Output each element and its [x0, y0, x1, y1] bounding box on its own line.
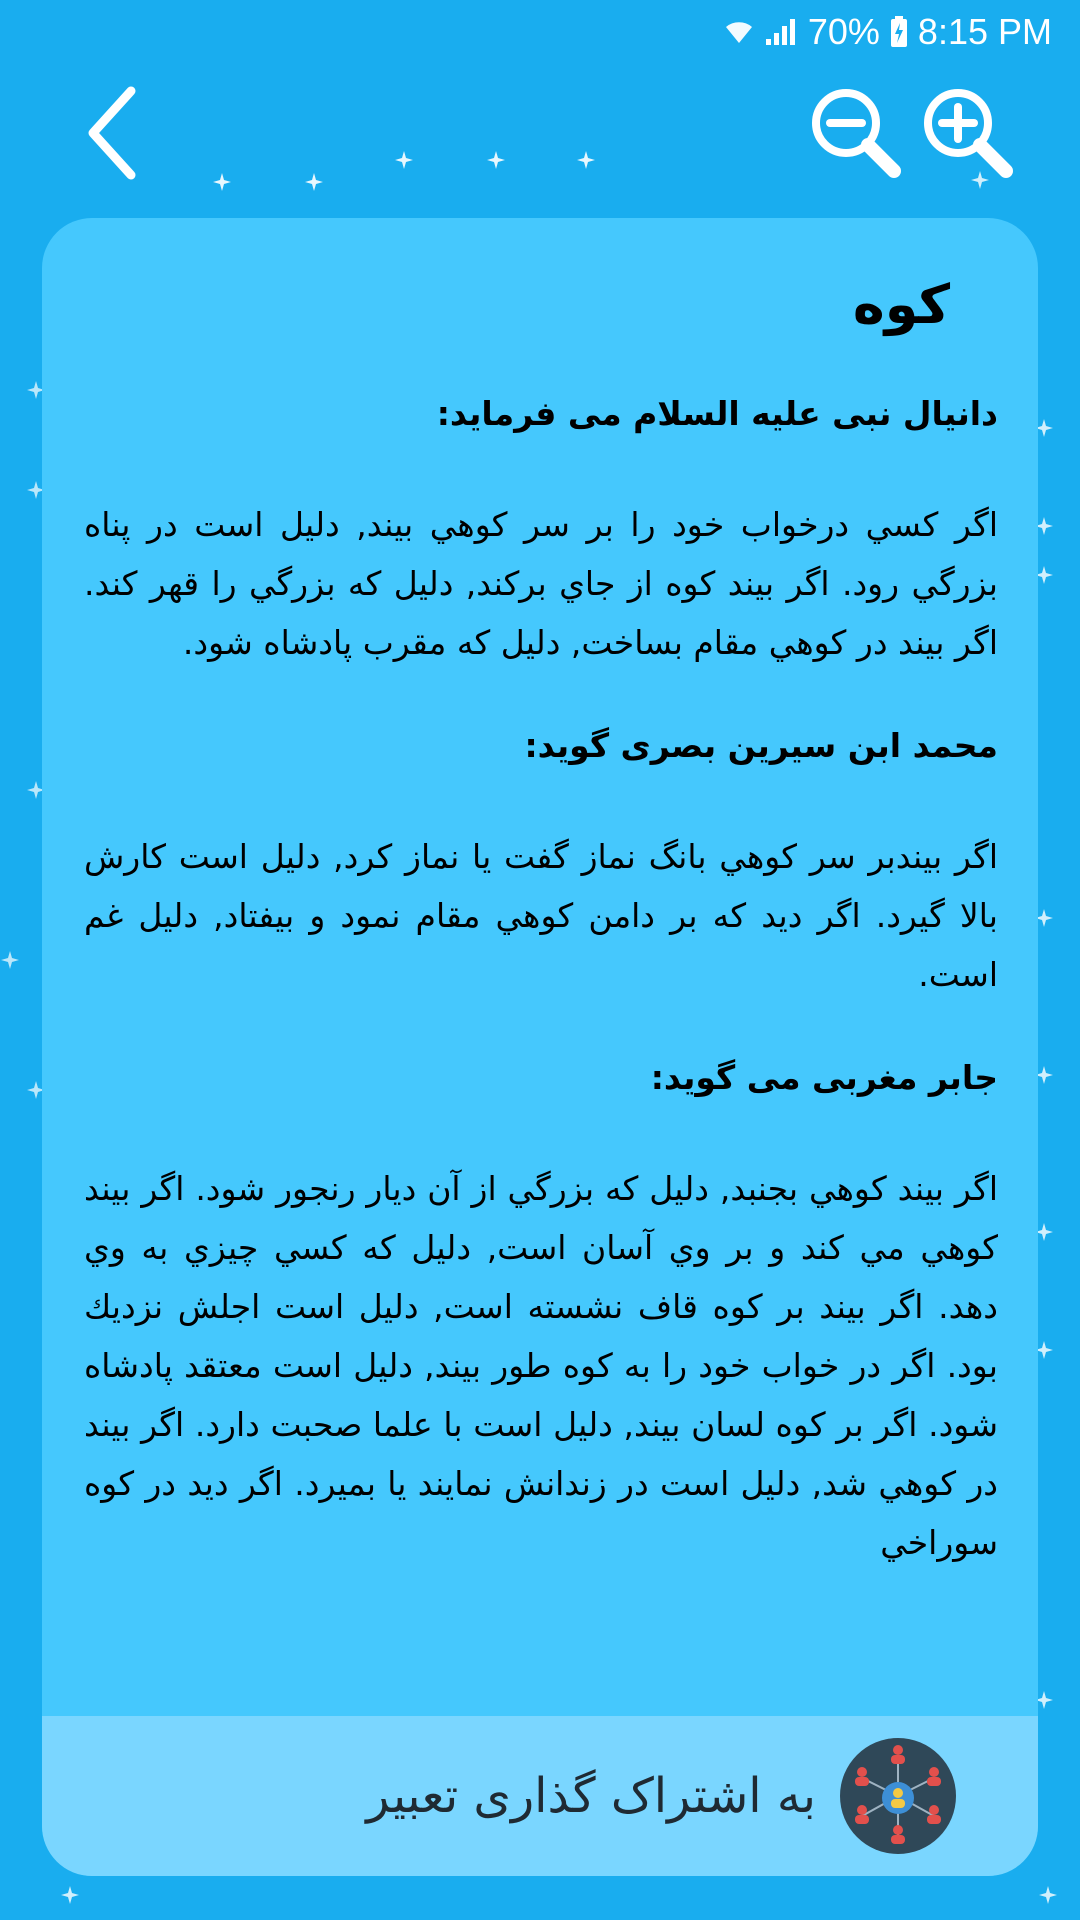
- zoom-out-icon: [808, 85, 904, 181]
- share-label: به اشتراک گذاری تعبیر: [366, 1768, 816, 1824]
- share-people-icon: [840, 1738, 956, 1854]
- zoom-in-icon: [920, 85, 1016, 181]
- status-bar: [724, 0, 1080, 64]
- back-button[interactable]: [66, 78, 162, 188]
- zoom-in-button[interactable]: [920, 78, 1016, 188]
- section-heading: محمد ابن سیرین بصری گوید:: [524, 726, 998, 766]
- section-body: اگر كسي درخواب خود را بر سر كوهي بيند, دليل است در پناه بزرگي رود. اگر بيند كوه از جاي بركند, دليل كه بزرگي را قهر كند. اگر بيند در كوهي مقام بساخت, دليل كه مقرب پادشاه شود.: [84, 505, 998, 663]
- interpretation-scroll-area[interactable]: [84, 270, 998, 1680]
- signal-icon: [764, 17, 798, 47]
- share-interpretation-button[interactable]: [42, 1716, 1038, 1876]
- entry-title: کوه: [852, 273, 950, 336]
- section-body: اگر بيندبر سر كوهي بانگ نماز گفت يا نماز كرد, دليل است كارش بالا گيرد. اگر ديد كه بر دامن كوهي مقام نمود و بيفتاد, دليل غم است.: [84, 837, 998, 995]
- battery-charging-icon: [890, 16, 908, 48]
- section-heading: جابر مغربی می گوید:: [650, 1058, 998, 1098]
- section-heading: دانیال نبی علیه السلام می فرماید:: [436, 394, 998, 434]
- wifi-icon: [724, 17, 754, 47]
- zoom-out-button[interactable]: [808, 78, 904, 188]
- interpretation-card: [42, 218, 1038, 1876]
- battery-percent: 70%: [807, 11, 880, 52]
- clock-time: 8:15 PM: [917, 11, 1052, 52]
- chevron-left-icon: [79, 83, 149, 183]
- section-body: اگر بيند كوهي بجنبد, دليل كه بزرگي از آن ديار رنجور شود. اگر بيند كوهي مي كند و بر وي آسان است, دليل كه كسي چيزي به وي دهد. اگر بيند بر كوه قاف نشسته است, دليل است اجلش نزديك بود. اگر در خواب خود را به كوه طور بيند, دليل است معتقد پادشاه شود. اگر بر كوه لسان بيند, دليل است با علما صحبت دارد. اگر بيند در كوهي شد, دليل است در زندانش نمايند يا بميرد. اگر ديد در كوه سوراخي: [84, 1169, 998, 1563]
